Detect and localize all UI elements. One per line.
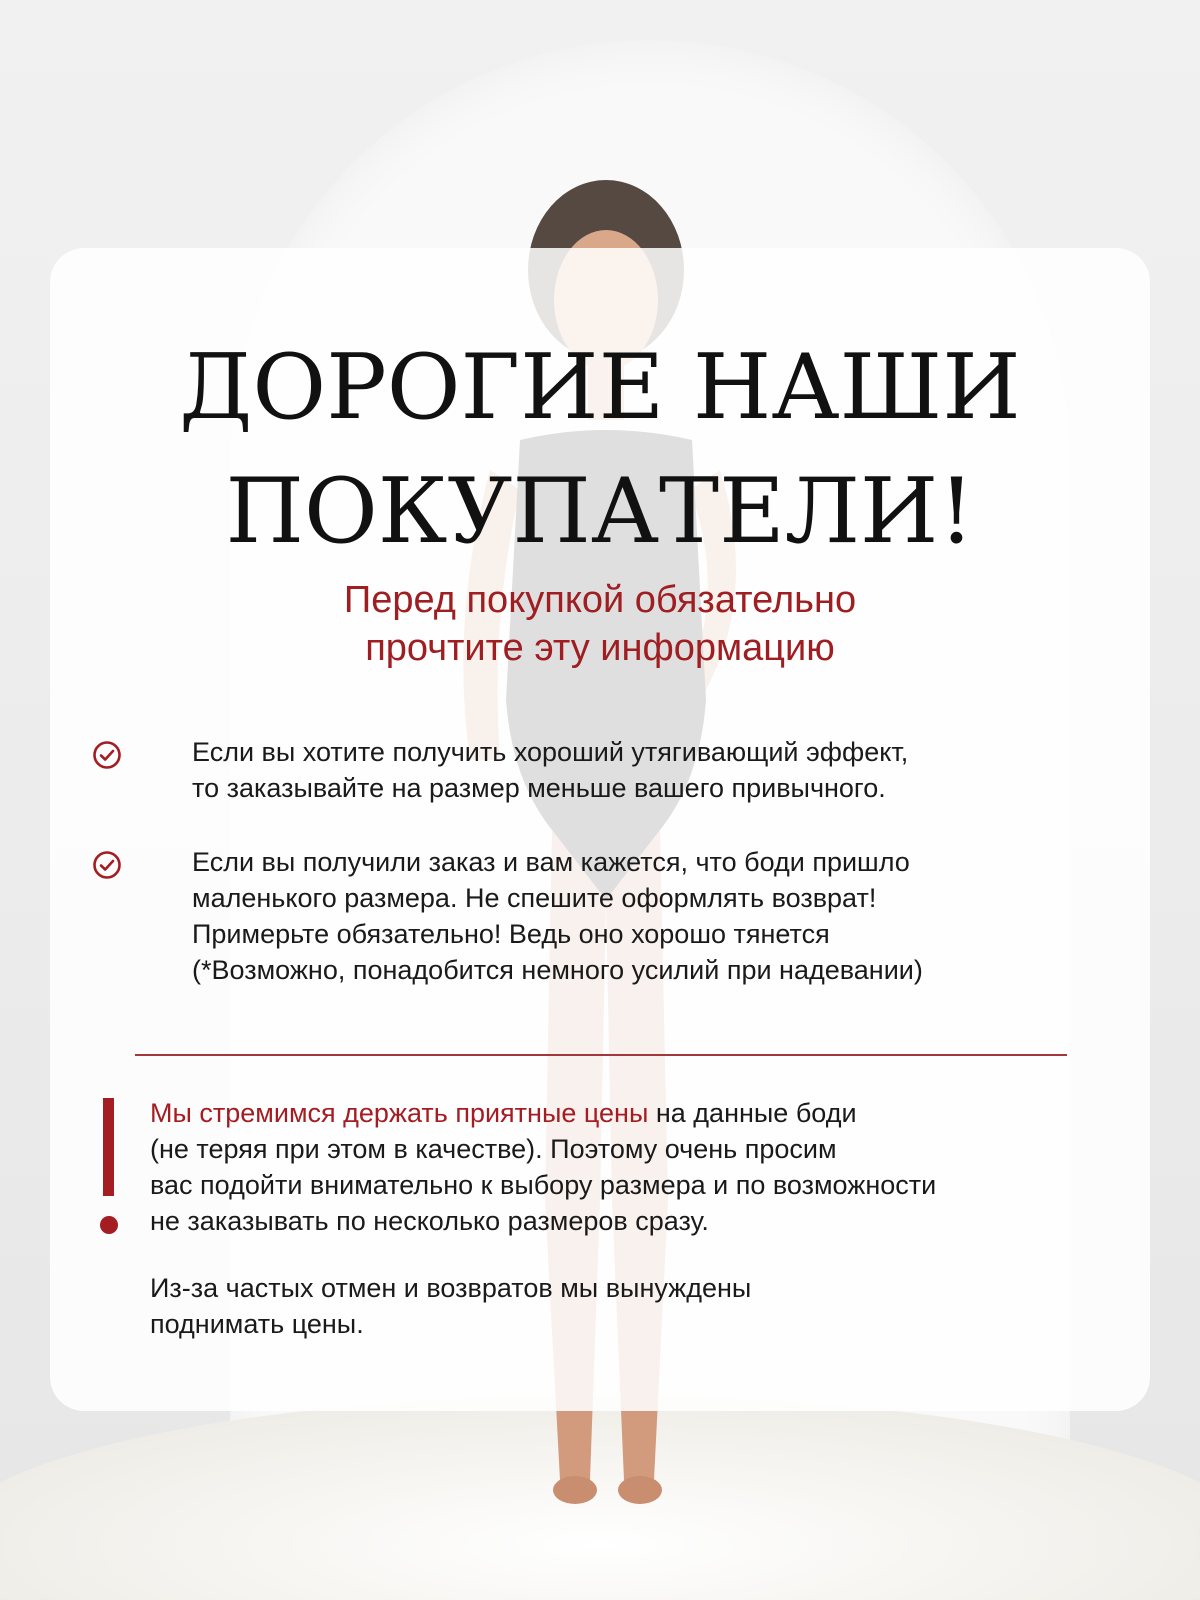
tip-line: Примерьте обязательно! Ведь оно хорошо тянется — [192, 919, 830, 949]
warning-line: (не теряя при этом в качестве). Поэтому очень просим — [150, 1134, 837, 1164]
warning-accent: Мы стремимся держать приятные цены — [150, 1098, 649, 1128]
title-line-2: ПОКУПАТЕЛИ! — [225, 459, 975, 564]
tip-line: маленького размера. Не спешите оформлять возврат! — [192, 883, 877, 913]
subtitle-line-1: Перед покупкой обязательно — [343, 579, 857, 621]
tip-line: Если вы хотите получить хороший утягивающий эффект, — [192, 737, 909, 767]
check-circle-icon — [92, 740, 122, 770]
warning-text — [150, 1095, 1140, 1239]
closing-text — [150, 1270, 1140, 1342]
warning-line-1 — [150, 1095, 1140, 1131]
tip-text — [192, 844, 1112, 988]
closing-line: поднимать цены. — [150, 1309, 364, 1339]
tip-line: Если вы получили заказ и вам кажется, что боди пришло — [192, 847, 910, 877]
exclamation-icon — [100, 1098, 118, 1238]
tip-line: (*Возможно, понадобится немного усилий при надевании) — [192, 955, 923, 985]
title-line-1: ДОРОГИЕ НАШИ — [179, 335, 1021, 440]
check-circle-icon — [92, 850, 122, 880]
exclamation-bar — [103, 1098, 114, 1196]
tip-line: то заказывайте на размер меньше вашего привычного. — [192, 773, 886, 803]
subtitle-line-2: прочтите эту информацию — [365, 627, 835, 669]
exclamation-dot — [100, 1216, 118, 1234]
page-title — [50, 326, 1150, 574]
divider — [135, 1054, 1067, 1056]
warning-line-1-rest: на данные боди — [648, 1098, 857, 1128]
tip-text — [192, 734, 1112, 806]
subtitle — [50, 576, 1150, 672]
warning-line: не заказывать по несколько размеров сразу. — [150, 1206, 709, 1236]
warning-line: вас подойти внимательно к выбору размера и по возможности — [150, 1170, 937, 1200]
info-card — [50, 248, 1150, 1411]
closing-line: Из-за частых отмен и возвратов мы вынуждены — [150, 1273, 752, 1303]
